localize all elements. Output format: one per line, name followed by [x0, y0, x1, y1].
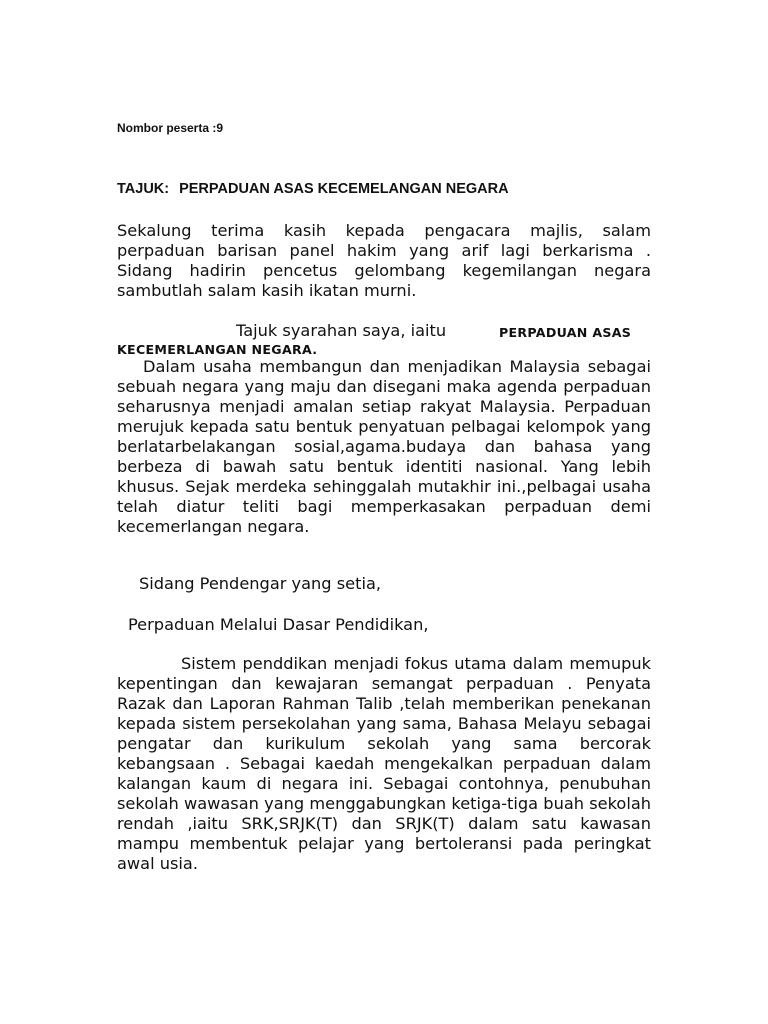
- essay-title: [117, 181, 509, 197]
- intro-paragraph: Dalam usaha membangun dan menjadikan Malaysia sebagai sebuah negara yang maju dan disegani maka agenda perpaduan seharusnya menjadi amalan setiap rakyat Malaysia. Perpaduan merujuk kepada satu bentuk penyatuan pelbagai kelompok yang berlatarbelakangan sosial,agama.budaya dan bahasa yang berbeza di bawah satu bentuk identiti nasional. Yang lebih khusus. Sejak merdeka sehinggalah mutakhir ini.,pelbagai usaha telah diatur teliti bagi memperkasakan perpaduan demi kecemerlangan negara.: [117, 357, 651, 536]
- education-paragraph: Sistem penddikan menjadi fokus utama dalam memupuk kepentingan dan kewajaran semangat perpaduan . Penyata Razak dan Laporan Rahman Talib ,telah memberikan penekanan kepada sistem persekolahan yang sama, Bahasa Melayu sebagai pengatar dan kurikulum sekolah yang sama bercorak kebangsaan . Sebagai kaedah mengekalkan perpaduan dalam kalangan kaum di negara ini. Sebagai contohnya, penubuhan sekolah wawasan yang menggabungkan ketiga-tiga buah sekolah rendah ,iaitu SRK,SRJK(T) dan SRJK(T) dalam satu kawasan mampu membentuk pelajar yang bertoleransi pada peringkat awal usia.: [117, 654, 651, 873]
- topic-bold-2: KECEMERLANGAN NEGARA.: [117, 342, 318, 357]
- title-text: PERPADUAN ASAS KECEMELANGAN NEGARA: [179, 181, 509, 197]
- title-label: TAJUK:: [117, 181, 170, 197]
- audience-address: Sidang Pendengar yang setia,: [139, 574, 382, 593]
- topic-bold-1: PERPADUAN ASAS: [499, 325, 632, 340]
- topic-line: [236, 321, 446, 341]
- topic-intro: Tajuk syarahan saya, iaitu: [236, 321, 447, 340]
- greeting-paragraph: Sekalung terima kasih kepada pengacara majlis, salam perpaduan barisan panel hakim yang arif lagi berkarisma . Sidang hadirin pencetus gelombang kegemilangan negara sambutlah salam kasih ikatan murni.: [117, 221, 651, 300]
- participant-number: Nombor peserta :9: [117, 121, 224, 135]
- section-subheading: Perpaduan Melalui Dasar Pendidikan,: [128, 615, 429, 634]
